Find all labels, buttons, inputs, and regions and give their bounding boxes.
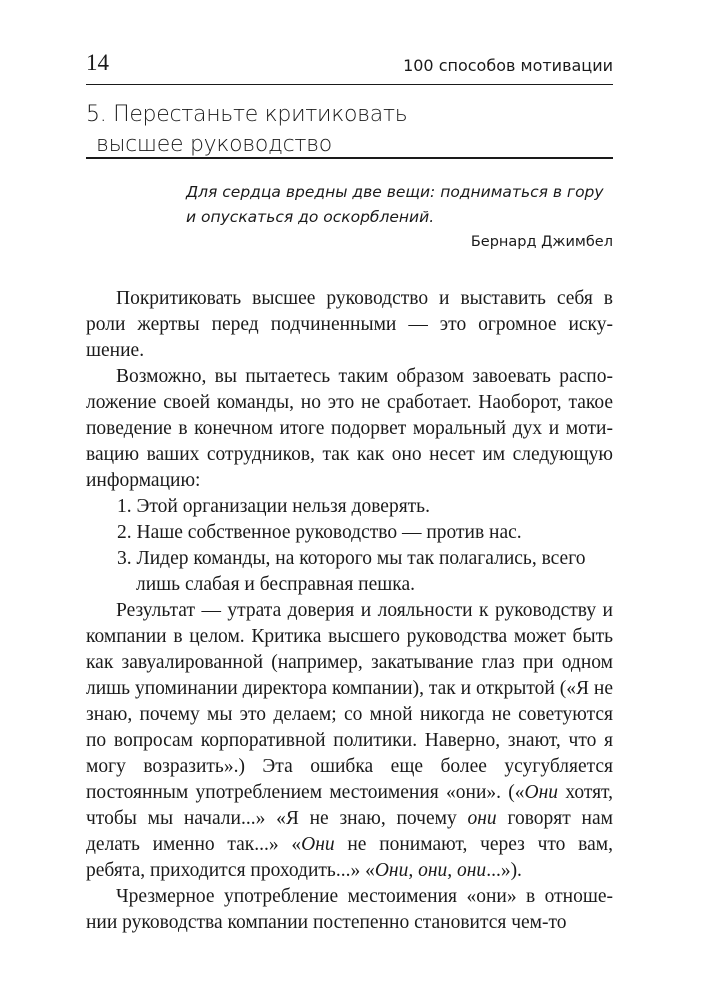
- list-item-1: 1. Этой организации нельзя доверять.: [117, 496, 430, 517]
- paragraph-3-text-5: ...»).: [486, 860, 522, 881]
- header-rule: [86, 84, 613, 85]
- running-head: 100 способов мотивации: [403, 56, 613, 75]
- paragraph-3-text-2: хотят, чтобы мы начали...» «Я не знаю, почему: [86, 782, 613, 829]
- chapter-title-line2: высшее руководство: [96, 132, 332, 157]
- paragraph-3-italic-1: Они: [524, 782, 559, 803]
- paragraph-3-italic-2: они: [467, 808, 497, 829]
- epigraph-line1: Для сердца вредны две вещи: подниматься в гору: [186, 183, 604, 201]
- paragraph-3-text-3: говорят нам делать именно так...» «: [86, 808, 613, 855]
- paragraph-4: Чрезмерное употребление местоимения «они» в отношении руководства компании постепенно становится чем-то: [86, 886, 613, 933]
- list-item-3: 3. Лидер команды, на которого мы так полагались, всего лишь слабая и бесправная пешка.: [117, 548, 586, 595]
- epigraph: [186, 180, 613, 230]
- chapter-title: [86, 100, 613, 160]
- paragraph-3-text-4: не понимают, через что вам, ребята, приходится проходить...» «: [86, 834, 613, 881]
- paragraph-1: Покритиковать высшее руководство и выставить себя в роли жертвы перед подчиненными — это огромное искушение.: [86, 288, 613, 361]
- paragraph-2: Возможно, вы пытаетесь таким образом завоевать расположение своей команды, но это не сработает. Наоборот, такое поведение в конечном итоге подорвет моральный дух и мотивацию ваших сотрудников, так как оно несет им следующую информацию:: [86, 366, 613, 491]
- paragraph-3: [86, 598, 613, 884]
- paragraph-3-text-1: Результат — утрата доверия и лояльности к руководству и компании в целом. Критика высшего руководства может быть как завуалированной (например, закатывание глаз при одном лишь упоминании директора компании), так и открытой («Я не знаю, почему мы это делаем; со мной никогда не советуются по вопросам корпоративной политики. Наверно, знают, что я могу возразить».) Эта ошибка еще более усугубляется постоянным употреблением местоимения «они». («: [86, 600, 613, 803]
- chapter-title-line1: 5. Перестаньте критиковать: [86, 102, 408, 127]
- page-number: 14: [86, 50, 109, 75]
- paragraph-3-italic-4: Они, они, они: [374, 860, 487, 881]
- epigraph-line2: и опускаться до оскорблений.: [186, 208, 435, 226]
- body-text: [86, 286, 613, 936]
- epigraph-author: Бернард Джимбел: [470, 234, 613, 250]
- list-item-2: 2. Наше собственное руководство — против нас.: [117, 522, 522, 543]
- title-rule: [86, 157, 613, 159]
- paragraph-3-italic-3: Они: [301, 834, 335, 855]
